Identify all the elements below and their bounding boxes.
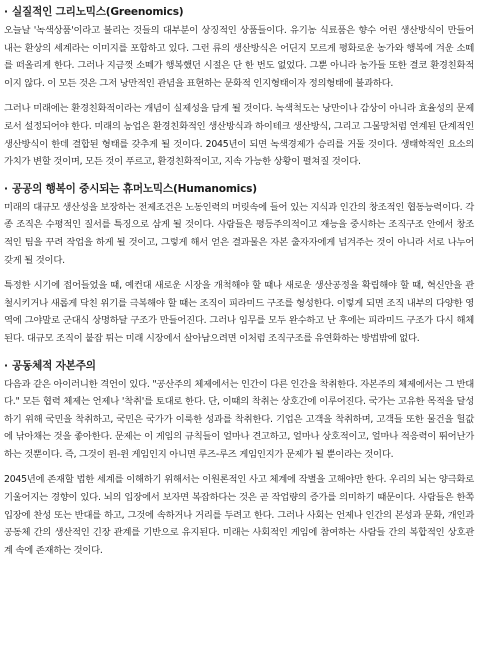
paragraph: 다음과 같은 아이러니한 격언이 있다. "공산주의 체제에서는 인간이 다른 인간을 착취한다. 자본주의 체제에서는 그 반대다." 모든 협력 체제는 언제나 '착취'를 토대로 한다. 단, 이때의 착취는 상호간에 이루어진다. 국가는 고유한 목적을 달성하기 위해 국민을 착취하고, 국민은 국가가 이룩한 성과를 착취한다. 기업은 고객을 착취하며, 고객들 또한 물건을 헐값에 낚아채는 것을 좋아한다. 문제는 이 게임의 규칙들이 얼마나 견고하고, 얼마나 상호적이고, 얼마나 적응력이 뛰어난가 하는 것뿐이다. 즉, 그것이 윈-윈 게임인지 아니면 루즈-루즈 게임인지가 문제가 될 뿐이라는 것이다. <box>4 378 474 460</box>
section-title <box>4 5 474 20</box>
document-body <box>4 5 474 559</box>
section-greenomics <box>4 5 474 171</box>
section-title <box>4 359 474 374</box>
section-communal-capitalism <box>4 359 474 560</box>
section-humanomics <box>4 182 474 348</box>
paragraph: 미래의 대규모 생산성을 보장하는 전제조건은 노동인력의 머릿속에 들어 있는 지식과 인간의 창조적인 협동능력이다. 각종 조직은 수평적인 질서를 특징으로 삼게 될 것이다. 사람들은 평등주의적이고 재능을 중시하는 조직구조 안에서 창조적인 팀을 꾸려 작업을 하게 될 것이고, 그렇게 해서 얻은 결과물은 자본 출자자에게 넘겨주는 것이 아니라 서로 나누어 갖게 될 것이다. <box>4 201 474 266</box>
paragraph: 2045년에 존재할 법한 세계를 이해하기 위해서는 이원론적인 사고 체계에 작별을 고해야만 한다. 우리의 뇌는 양극화로 기울어지는 경향이 있다. 뇌의 입장에서 보자면 복잡하다는 것은 곧 작업량의 증가를 의미하기 때문이다. 사람들은 한쪽 입장에 찬성 또는 반대를 하고, 그것에 속하거나 거리를 두려고 한다. 그러나 사회는 언제나 인간의 본성과 문화, 개인과 공동체 간의 생산적인 긴장 관계를 기반으로 유지된다. 미래는 사회적인 게임에 참여하는 사람들 간의 복합적인 상호관계 속에 존재하는 것이다. <box>4 474 474 556</box>
section-title-text: 공동체적 자본주의 <box>12 359 96 372</box>
section-title-text: 실질적인 그리노믹스(Greenomics) <box>12 6 184 18</box>
paragraph: 특정한 시기에 접어들었을 때, 예컨대 새로운 시장을 개척해야 할 때나 새로운 생산공정을 확립해야 할 때, 혁신안을 관철시키거나 새롭게 닥친 위기를 극복해야 할 때는 조직이 피라미드 구조를 형성한다. 이렇게 되면 조직 내부의 다양한 영역에 그야말로 군대식 상명하달 구조가 만들어진다. 그러나 임무를 모두 완수하고 난 후에는 피라미드 구조가 다시 해체된다. 대규모 조직이 붙잡 튀는 미래 시장에서 살아남으려면 이처럼 조직구조를 유연화하는 방법밖에 없다. <box>4 280 474 344</box>
section-title <box>4 182 474 197</box>
section-title-text: 공공의 행복이 중시되는 휴머노믹스(Humanomics) <box>12 182 257 195</box>
paragraph: 오늘날 '녹색상품'이라고 불리는 것들의 대부분이 상징적인 상품들이다. 유기농 식료품은 향수 어린 생산방식이 만들어내는 환상의 세계라는 이미지를 포함하고 있다. 그런 류의 생산방식은 어딘지 모르게 평화로운 농가와 행복에 겨운 소떼를 떠올리게 한다. 그러나 지금껏 소떼가 행복했던 시절은 단 한 번도 없었다. 그뿐 아니라 농가들 또한 결코 환경친화적이지 않다. 이 모든 것은 그저 낭만적인 관념을 표현하는 문화적 인지형태이자 정의형태에 불과하다. <box>4 25 474 89</box>
paragraph: 그러나 미래에는 환경친화적이라는 개념이 실제성을 담게 될 것이다. 녹색척도는 낭만이나 감상이 아니라 효율성의 문제로서 설정되어야 한다. 미래의 농업은 환경친화적인 생산방식과 하이테크 생산방식, 그리고 그물망처럼 연계된 단계적인 생산방식이 한데 결합된 형태를 갖추게 될 것이다. 2045년이 되면 녹색경제가 승리를 거둘 것이다. 생태학적인 요소의 가치가 변할 것이며, 모든 것이 푸르고, 환경친화적이고, 지속 가능한 상황이 펼쳐질 것이다. <box>4 103 474 168</box>
bullet-icon: · <box>4 6 8 18</box>
bullet-icon: · <box>4 182 8 195</box>
bullet-icon: · <box>4 359 8 372</box>
